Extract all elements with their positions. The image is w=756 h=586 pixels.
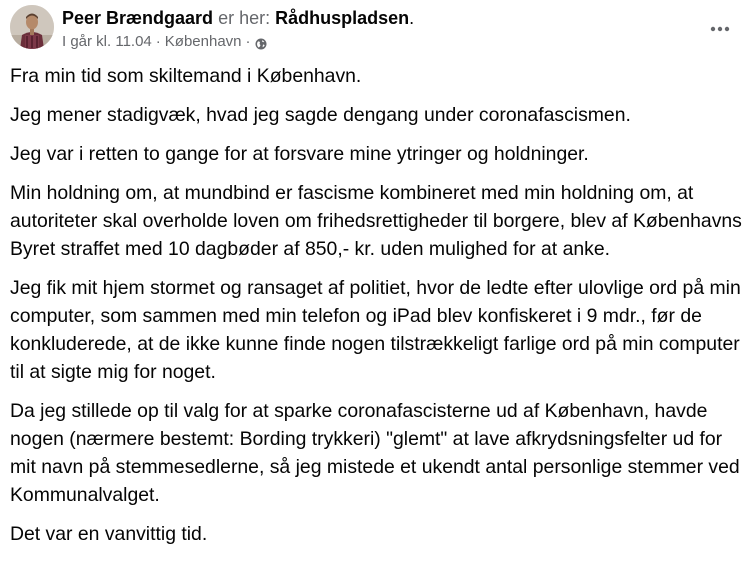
more-options-icon [710, 26, 730, 32]
post-header [10, 5, 746, 55]
post-title-line [62, 7, 414, 29]
post-subtitle-line [62, 32, 414, 51]
post-paragraph: Min holdning om, at mundbind er fascisme kombineret med min holdning om, at autoriteter skal overholde loven om frihedsrettigheder til borgere, blev af Københavns Byret straffet med 10 dagbøder af 850,- kr. uden mulighed for at anke. [10, 182, 742, 260]
title-period: . [409, 8, 415, 28]
is-at-label: er her: [218, 8, 271, 28]
post-paragraph: Jeg fik mit hjem stormet og ransaget af politiet, hvor de ledte efter ulovlige ord på min computer, som sammen med min telefon og iPad blev konfiskeret i 9 mdr., før de konkluderede, at de ikke kunne finde nogen tilstrækkeligt farlige ord på min computer til at sigte mig for noget. [10, 277, 741, 383]
post-paragraph: Jeg mener stadigvæk, hvad jeg sagde dengang under coronafascismen. [10, 104, 631, 126]
post-paragraph: Fra min tid som skiltemand i København. [10, 65, 362, 87]
post-meta [62, 7, 414, 51]
more-options-button[interactable] [702, 11, 738, 47]
avatar[interactable] [10, 5, 54, 49]
separator: · [245, 33, 251, 50]
post-paragraph: Da jeg stillede op til valg for at sparke coronafascisterne ud af København, havde nogen (nærmere bestemt: Bording trykkeri) "glemt" at lave afkrydsningsfelter ud for mit navn på stemmesedlerne, så jeg mistede et ukendt antal personlige stemmer ved Kommunalvalget. [10, 400, 740, 506]
post-body [10, 62, 750, 559]
author-name[interactable]: Peer Brændgaard [62, 8, 214, 28]
timestamp[interactable]: I går kl. 11.04 [62, 33, 152, 50]
check-in-place[interactable]: Rådhuspladsen [275, 8, 410, 28]
separator: · [155, 33, 161, 50]
post-paragraph: Det var en vanvittig tid. [10, 523, 208, 545]
globe-icon[interactable] [255, 36, 267, 48]
location[interactable]: København [164, 33, 242, 50]
post-paragraph: Jeg var i retten to gange for at forsvare mine ytringer og holdninger. [10, 143, 589, 165]
